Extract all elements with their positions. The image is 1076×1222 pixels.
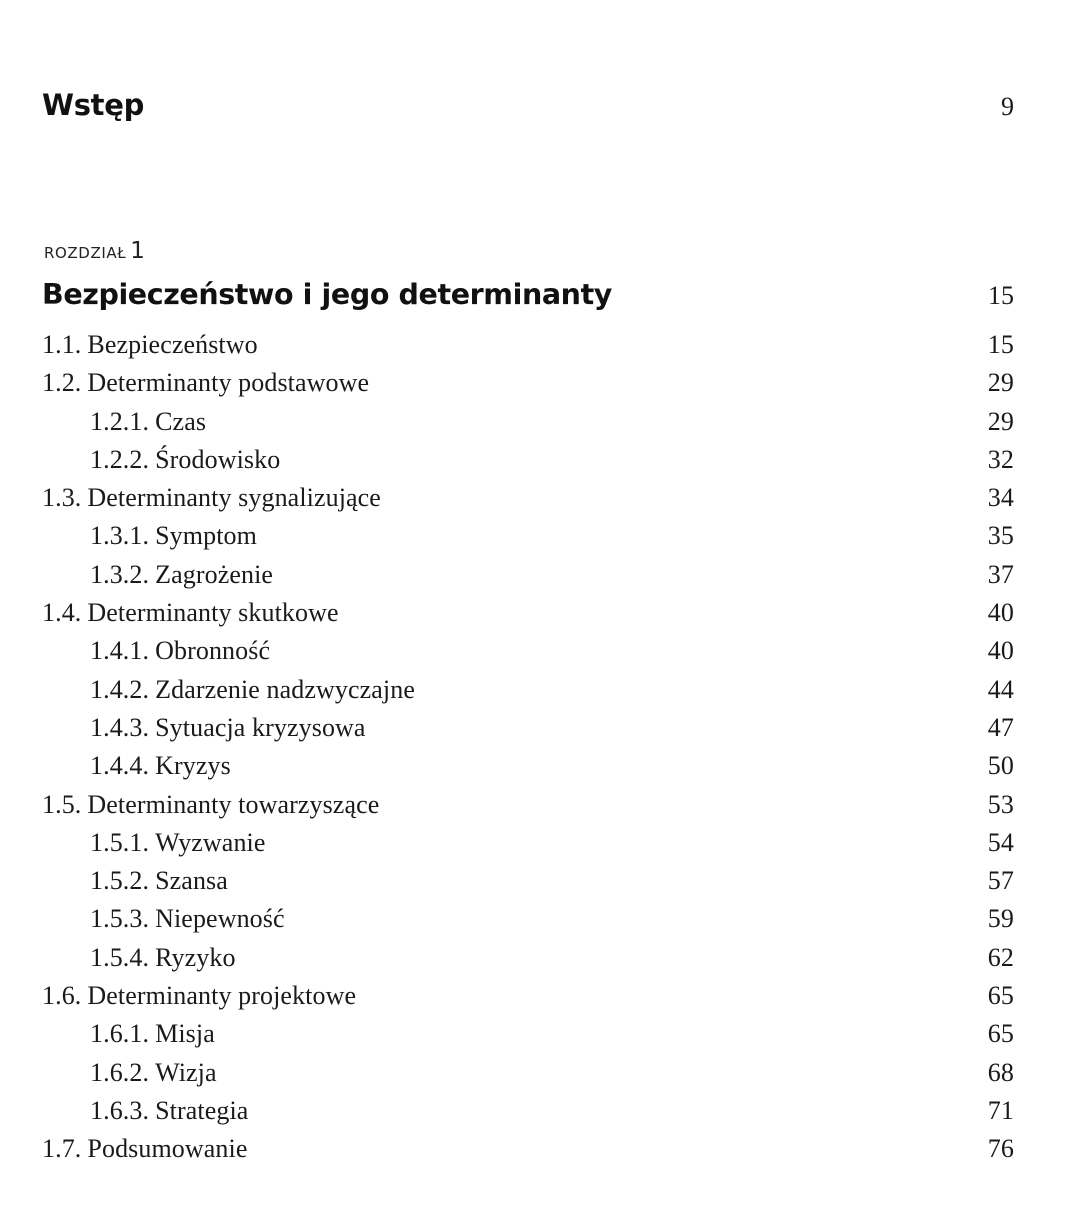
chapter-number: 1 <box>130 238 145 264</box>
toc-entry-title: Szansa <box>155 866 228 896</box>
toc-entry-page-number: 50 <box>987 751 1014 781</box>
toc-entry-label <box>42 904 285 934</box>
toc-entry-number: 1.2.1. <box>90 406 150 436</box>
chapter-label-word: ROZDZIAŁ <box>44 244 127 262</box>
toc-entry <box>42 407 1014 445</box>
toc-entry-label <box>42 751 231 781</box>
toc-entry <box>42 1019 1014 1057</box>
toc-entry-number: 1.5. <box>42 789 82 819</box>
toc-entry-label <box>42 483 381 513</box>
toc-entry-title: Kryzys <box>155 751 231 781</box>
toc-entry <box>42 1096 1014 1134</box>
toc-entry-page-number: 35 <box>987 521 1014 551</box>
toc-entry-title: Determinanty projektowe <box>87 981 357 1011</box>
toc-entry-label <box>42 981 356 1011</box>
toc-entry <box>42 675 1014 713</box>
toc-entry-title: Determinanty sygnalizujące <box>87 483 381 513</box>
toc-entry <box>42 713 1014 751</box>
toc-entry-page-number: 68 <box>987 1057 1014 1087</box>
toc-entry-label <box>42 560 273 590</box>
toc-entry-number: 1.4. <box>42 598 82 628</box>
toc-entry-title: Czas <box>155 406 207 436</box>
toc-entry-number: 1.2.2. <box>90 444 150 474</box>
toc-entry-label <box>42 368 369 398</box>
toc-entry-number: 1.1. <box>42 330 82 359</box>
toc-entry <box>42 828 1014 866</box>
toc-entry-page-number: 59 <box>987 904 1014 934</box>
toc-entry-page-number: 34 <box>987 483 1014 513</box>
toc-entry-label <box>42 828 266 858</box>
chapter-title: Bezpieczeństwo i jego determinanty <box>42 278 612 311</box>
toc-entry-title: Środowisko <box>155 444 281 474</box>
toc-entry-page-number: 37 <box>987 559 1014 589</box>
toc-entry-label <box>42 1058 217 1088</box>
toc-entry <box>42 866 1014 904</box>
toc-entry-page-number: 65 <box>987 981 1014 1011</box>
toc-entry-page-number: 40 <box>987 598 1014 628</box>
toc-intro-row <box>42 88 1014 132</box>
toc-entry-page-number: 47 <box>987 712 1014 742</box>
toc-entry <box>42 598 1014 636</box>
toc-entry-number: 1.5.4. <box>90 942 150 972</box>
toc-entry-title: Determinanty towarzyszące <box>87 789 380 819</box>
toc-entry-number: 1.5.2. <box>90 866 150 896</box>
toc-entry-label <box>42 445 280 475</box>
toc-entry-title: Determinanty podstawowe <box>87 368 370 398</box>
toc-entry-title: Ryzyko <box>155 942 236 972</box>
toc-entry <box>42 560 1014 598</box>
toc-entry-number: 1.5.3. <box>90 904 150 934</box>
toc-entry-title: Podsumowanie <box>87 1134 248 1164</box>
toc-entry-page-number: 57 <box>987 866 1014 896</box>
toc-entry-page-number: 29 <box>987 406 1014 436</box>
toc-entry-number: 1.4.4. <box>90 751 150 781</box>
toc-entry <box>42 1134 1014 1172</box>
toc-entry-title: Strategia <box>155 1095 249 1125</box>
toc-entry-label <box>42 636 270 666</box>
toc-entry-label <box>42 330 258 360</box>
toc-entry <box>42 483 1014 521</box>
toc-entry-label <box>42 598 339 628</box>
toc-entry-number: 1.6.3. <box>90 1095 150 1125</box>
toc-entry-title: Symptom <box>155 521 257 551</box>
toc-entry-title: Obronność <box>155 636 271 666</box>
toc-entry-page-number: 54 <box>987 827 1014 857</box>
toc-entry-number: 1.6.1. <box>90 1019 150 1049</box>
toc-entry-title: Sytuacja kryzysowa <box>155 712 366 742</box>
chapter-label <box>44 238 145 264</box>
toc-entry-page-number: 44 <box>987 674 1014 704</box>
chapter-page-number: 15 <box>988 281 1014 310</box>
toc-entry-label <box>42 407 206 437</box>
toc-entry-number: 1.3.1. <box>90 521 150 551</box>
toc-entry-number: 1.6. <box>42 981 82 1011</box>
toc-entry-label <box>42 1134 248 1164</box>
toc-entry <box>42 981 1014 1019</box>
toc-entry <box>42 943 1014 981</box>
toc-entry-number: 1.7. <box>42 1134 82 1164</box>
intro-title: Wstęp <box>42 88 145 122</box>
toc-entry <box>42 368 1014 406</box>
toc-entry-number: 1.4.2. <box>90 674 150 704</box>
toc-entry <box>42 751 1014 789</box>
toc-entry-number: 1.6.2. <box>90 1057 150 1087</box>
toc-entry-title: Wyzwanie <box>155 827 266 857</box>
toc-entry-label <box>42 521 257 551</box>
toc-entry-label <box>42 943 236 973</box>
toc-entry-title: Niepewność <box>155 904 285 934</box>
intro-page-number: 9 <box>1001 92 1014 121</box>
toc-entry-label <box>42 713 366 743</box>
toc-entry-title: Determinanty skutkowe <box>87 598 339 628</box>
toc-entry-label <box>42 1019 215 1049</box>
toc-entry <box>42 636 1014 674</box>
toc-entry <box>42 790 1014 828</box>
toc-entry <box>42 445 1014 483</box>
toc-entry-label <box>42 790 379 820</box>
toc-entry-label <box>42 1096 248 1126</box>
toc-entry-page-number: 76 <box>987 1134 1014 1164</box>
toc-entry-title: Misja <box>155 1019 215 1049</box>
toc-entry-page-number: 32 <box>987 444 1014 474</box>
toc-entry-number: 1.2. <box>42 368 82 398</box>
toc-entry <box>42 904 1014 942</box>
toc-entry-label <box>42 675 415 705</box>
toc-list <box>42 330 1014 1173</box>
toc-entry-number: 1.3.2. <box>90 559 150 589</box>
toc-entry-title: Zagrożenie <box>155 559 274 589</box>
toc-entry-page-number: 62 <box>987 942 1014 972</box>
toc-entry <box>42 521 1014 559</box>
toc-entry <box>42 1058 1014 1096</box>
toc-entry-title: Zdarzenie nadzwyczajne <box>155 674 415 704</box>
toc-entry-page-number: 40 <box>987 636 1014 666</box>
chapter-heading-row <box>42 278 1014 322</box>
toc-entry-number: 1.4.1. <box>90 636 150 666</box>
toc-entry-page-number: 65 <box>987 1019 1014 1049</box>
toc-entry-page-number: 53 <box>987 789 1014 819</box>
toc-entry <box>42 330 1014 368</box>
toc-entry-number: 1.5.1. <box>90 827 150 857</box>
toc-entry-title: Wizja <box>155 1057 217 1087</box>
toc-entry-page-number: 15 <box>987 330 1014 359</box>
toc-entry-number: 1.4.3. <box>90 712 150 742</box>
toc-entry-label <box>42 866 228 896</box>
toc-entry-number: 1.3. <box>42 483 82 513</box>
toc-entry-title: Bezpieczeństwo <box>87 330 258 359</box>
toc-entry-page-number: 71 <box>987 1095 1014 1125</box>
toc-entry-page-number: 29 <box>987 368 1014 398</box>
